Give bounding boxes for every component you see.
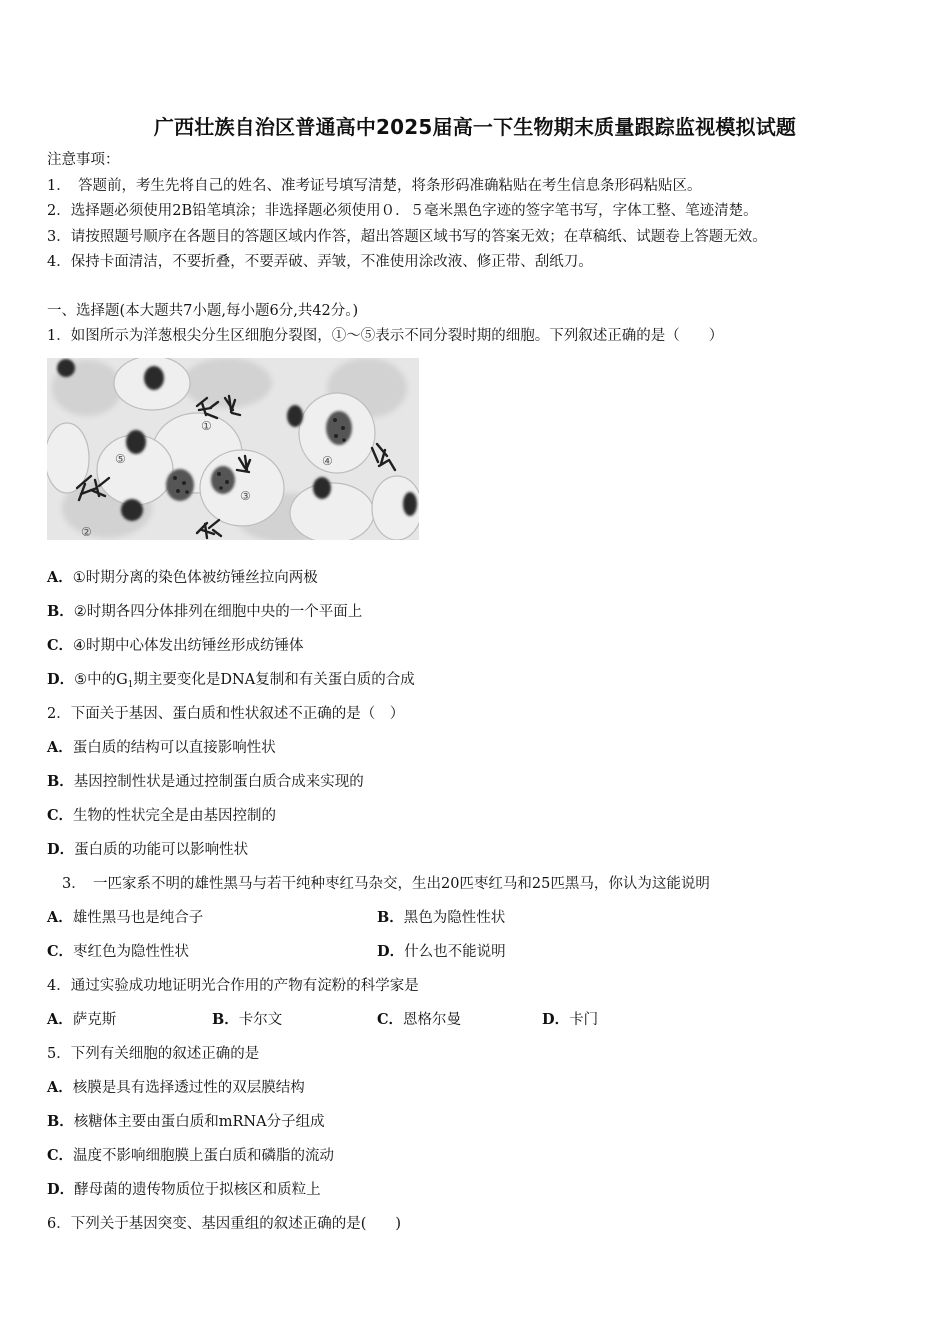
option-text: 核糖体主要由蛋白质和mRNA分子组成	[73, 1114, 325, 1130]
cell-division-micrograph	[47, 358, 419, 540]
option-label: B．	[47, 773, 74, 790]
option-text: 生物的性状完全是由基因控制的	[73, 808, 277, 824]
option-label: A．	[47, 909, 73, 926]
question-3-stem: 3． 一匹家系不明的雄性黑马与若干纯种枣红马杂交，生出20匹枣红马和25匹黑马，你认为这能说明	[62, 876, 710, 892]
question-4-stem: 4．通过实验成功地证明光合作用的产物有淀粉的科学家是	[47, 978, 419, 994]
question-5-option-a	[47, 1078, 305, 1098]
figure-label-5: ⑤	[115, 452, 126, 466]
question-1-option-b	[47, 602, 362, 622]
option-text: ⑤中的G	[74, 672, 128, 688]
question-3-option-a	[47, 908, 203, 928]
question-1-stem: 1．如图所示为洋葱根尖分生区细胞分裂图，①～⑤表示不同分裂时期的细胞。下列叙述正确的是（ ）	[47, 328, 724, 344]
notice-heading: 注意事项：	[47, 152, 120, 168]
notice-item: 4．保持卡面清洁，不要折叠，不要弄破、弄皱，不准使用涂改液、修正带、刮纸刀。	[47, 254, 593, 270]
option-text: 核膜是具有选择透过性的双层膜结构	[72, 1080, 305, 1096]
notice-item: 2．选择题必须使用2B铅笔填涂；非选择题必须使用０．５毫米黑色字迹的签字笔书写，字体工整、笔迹清楚。	[47, 203, 758, 219]
question-2-option-c	[47, 806, 276, 826]
question-6-stem: 6．下列关于基因突变、基因重组的叙述正确的是( )	[47, 1216, 402, 1232]
option-label: A．	[47, 1079, 73, 1096]
question-5-stem: 5．下列有关细胞的叙述正确的是	[47, 1046, 260, 1062]
option-text: 萨克斯	[72, 1012, 117, 1028]
option-label: A．	[47, 569, 73, 586]
option-text: 什么也不能说明	[404, 944, 506, 960]
exam-title: 广西壮族自治区普通高中2025届高一下生物期末质量跟踪监视模拟试题	[153, 115, 797, 139]
question-5-option-b	[47, 1112, 325, 1132]
option-label: D．	[377, 943, 405, 960]
question-4-option-a	[47, 1010, 116, 1030]
option-text: 蛋白质的功能可以影响性状	[74, 842, 249, 858]
option-label: C．	[47, 1147, 74, 1164]
option-label: A．	[47, 739, 73, 756]
figure-label-4: ④	[322, 454, 333, 468]
question-3-option-d	[377, 942, 506, 962]
option-text: 雄性黑马也是纯合子	[72, 910, 204, 926]
option-text: ①时期分离的染色体被纺锤丝拉向两极	[72, 570, 318, 586]
option-label: A．	[47, 1011, 73, 1028]
option-text: 温度不影响细胞膜上蛋白质和磷脂的流动	[73, 1148, 335, 1164]
option-label: C．	[47, 807, 74, 824]
question-2-stem: 2．下面关于基因、蛋白质和性状叙述不正确的是（ ）	[47, 706, 405, 722]
question-2-option-a	[47, 738, 276, 758]
notice-item: 3．请按照题号顺序在各题目的答题区域内作答，超出答题区域书写的答案无效；在草稿纸、试题卷上答题无效。	[47, 229, 767, 245]
option-text: 基因控制性状是通过控制蛋白质合成来实现的	[73, 774, 364, 790]
question-2-option-b	[47, 772, 364, 792]
question-4-option-c	[377, 1010, 461, 1030]
option-label: C．	[47, 943, 74, 960]
option-text: ④时期中心体发出纺锤丝形成纺锤体	[73, 638, 304, 654]
option-label: D．	[47, 841, 75, 858]
option-label: D．	[47, 671, 75, 688]
option-label: D．	[542, 1011, 570, 1028]
question-3-option-c	[47, 942, 189, 962]
option-text: 蛋白质的结构可以直接影响性状	[72, 740, 276, 756]
option-label: B．	[47, 1113, 74, 1130]
figure-label-1: ①	[201, 419, 212, 433]
option-text: 黑色为隐性性状	[403, 910, 506, 926]
figure-label-3: ③	[240, 489, 251, 503]
section-heading: 一、选择题(本大题共7小题,每小题6分,共42分。)	[47, 303, 359, 319]
option-text: 卡尔文	[238, 1012, 283, 1028]
option-label: B．	[47, 603, 74, 620]
question-4-option-b	[212, 1010, 282, 1030]
question-1-option-a	[47, 568, 318, 588]
question-1-option-d	[47, 670, 415, 695]
option-text: 酵母菌的遗传物质位于拟核区和质粒上	[74, 1182, 321, 1198]
option-text: 枣红色为隐性性状	[73, 944, 190, 960]
option-text: ②时期各四分体排列在细胞中央的一个平面上	[73, 604, 363, 620]
option-label: C．	[377, 1011, 404, 1028]
question-5-option-d	[47, 1180, 321, 1200]
question-1-option-c	[47, 636, 304, 656]
question-5-option-c	[47, 1146, 334, 1166]
option-text: 期主要变化是DNA复制和有关蛋白质的合成	[133, 672, 415, 688]
question-2-option-d	[47, 840, 248, 860]
notice-item: 1． 答题前，考生先将自己的姓名、准考证号填写清楚，将条形码准确粘贴在考生信息条形码粘贴区。	[47, 178, 702, 194]
option-label: B．	[377, 909, 404, 926]
option-text: 恩格尔曼	[403, 1012, 462, 1028]
option-label: D．	[47, 1181, 75, 1198]
option-subscript: 1	[127, 680, 134, 690]
question-4-option-d	[542, 1010, 598, 1030]
figure-label-2: ②	[81, 525, 92, 539]
option-text: 卡门	[569, 1012, 599, 1028]
option-label: B．	[212, 1011, 239, 1028]
question-3-option-b	[377, 908, 505, 928]
option-label: C．	[47, 637, 74, 654]
